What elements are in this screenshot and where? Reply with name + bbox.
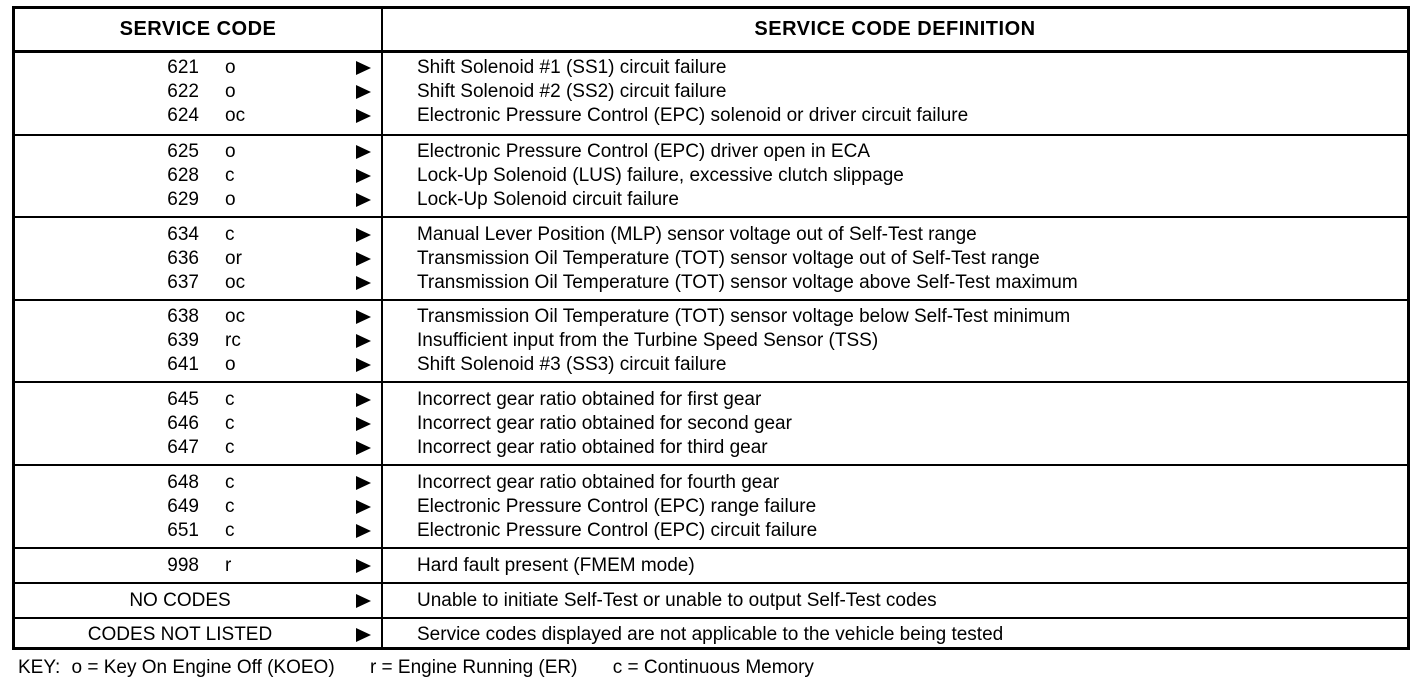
key-item: r = Engine Running (ER) xyxy=(369,657,578,678)
table-row xyxy=(15,436,1407,460)
arrow-right-icon xyxy=(356,109,371,123)
table-row xyxy=(15,519,1407,543)
table-row xyxy=(15,329,1407,353)
service-code: 636 xyxy=(167,248,199,269)
table-group xyxy=(15,582,1407,617)
header-service-code-definition: SERVICE CODE DEFINITION xyxy=(754,18,1036,40)
service-code-table xyxy=(12,6,1410,650)
table-row xyxy=(15,56,1407,80)
test-condition: c xyxy=(225,437,235,458)
arrow-right-icon xyxy=(356,476,371,490)
table-row xyxy=(15,589,1407,613)
service-code-label: NO CODES xyxy=(129,590,231,611)
table-group xyxy=(15,216,1407,299)
table-row xyxy=(15,104,1407,128)
table-group xyxy=(15,299,1407,381)
test-condition: c xyxy=(225,472,235,493)
arrow-right-icon xyxy=(356,193,371,207)
table-group xyxy=(15,617,1407,650)
service-code: 634 xyxy=(167,224,199,245)
table-row xyxy=(15,305,1407,329)
test-condition: o xyxy=(225,141,236,162)
service-code-definition: Hard fault present (FMEM mode) xyxy=(417,555,695,576)
arrow-right-icon xyxy=(356,61,371,75)
service-code-definition: Lock-Up Solenoid circuit failure xyxy=(417,189,679,210)
arrow-right-icon xyxy=(356,628,371,642)
arrow-right-icon xyxy=(356,524,371,538)
arrow-right-icon xyxy=(356,594,371,608)
arrow-right-icon xyxy=(356,169,371,183)
service-code-definition: Lock-Up Solenoid (LUS) failure, excessive clutch slippage xyxy=(417,165,904,186)
table-row xyxy=(15,80,1407,104)
service-code-definition: Shift Solenoid #2 (SS2) circuit failure xyxy=(417,81,727,102)
test-condition: o xyxy=(225,57,236,78)
service-code-definition: Electronic Pressure Control (EPC) driver open in ECA xyxy=(417,141,871,162)
service-code-definition: Transmission Oil Temperature (TOT) sensor voltage out of Self-Test range xyxy=(417,248,1040,269)
service-code: 625 xyxy=(167,141,199,162)
service-code-label: CODES NOT LISTED xyxy=(87,624,273,645)
table-group xyxy=(15,381,1407,464)
table-row xyxy=(15,164,1407,188)
service-code-definition: Incorrect gear ratio obtained for third gear xyxy=(417,437,768,458)
test-condition: o xyxy=(225,354,236,375)
table-row xyxy=(15,223,1407,247)
arrow-right-icon xyxy=(356,310,371,324)
table-row xyxy=(15,495,1407,519)
test-condition: c xyxy=(225,520,235,541)
service-code-definition: Electronic Pressure Control (EPC) circuit failure xyxy=(417,520,818,541)
arrow-right-icon xyxy=(356,358,371,372)
service-code-definition: Incorrect gear ratio obtained for first gear xyxy=(417,389,762,410)
service-code-definition: Transmission Oil Temperature (TOT) sensor voltage above Self-Test maximum xyxy=(417,272,1078,293)
table-row xyxy=(15,471,1407,495)
service-code: 645 xyxy=(167,389,199,410)
table-group xyxy=(15,464,1407,547)
service-code: 629 xyxy=(167,189,199,210)
table-row xyxy=(15,271,1407,295)
table-group xyxy=(15,547,1407,582)
arrow-right-icon xyxy=(356,334,371,348)
test-condition: o xyxy=(225,189,236,210)
service-code-definition: Manual Lever Position (MLP) sensor voltage out of Self-Test range xyxy=(417,224,977,245)
test-condition: rc xyxy=(225,330,241,351)
service-code: 628 xyxy=(167,165,199,186)
arrow-right-icon xyxy=(356,417,371,431)
service-code-definition: Shift Solenoid #3 (SS3) circuit failure xyxy=(417,354,727,375)
arrow-right-icon xyxy=(356,276,371,290)
service-code-definition: Insufficient input from the Turbine Speed Sensor (TSS) xyxy=(417,330,879,351)
service-code-definition: Incorrect gear ratio obtained for fourth gear xyxy=(417,472,780,493)
test-condition: c xyxy=(225,496,235,517)
test-condition: oc xyxy=(225,272,246,293)
arrow-right-icon xyxy=(356,85,371,99)
service-code: 648 xyxy=(167,472,199,493)
service-code-definition: Transmission Oil Temperature (TOT) sensor voltage below Self-Test minimum xyxy=(417,306,1071,327)
table-row xyxy=(15,247,1407,271)
arrow-right-icon xyxy=(356,441,371,455)
service-code-definition: Incorrect gear ratio obtained for second gear xyxy=(417,413,792,434)
service-code: 622 xyxy=(167,81,199,102)
header-service-code: SERVICE CODE xyxy=(119,18,277,40)
table-row xyxy=(15,623,1407,647)
service-code: 637 xyxy=(167,272,199,293)
test-condition: oc xyxy=(225,105,246,126)
service-code: 638 xyxy=(167,306,199,327)
service-code: 998 xyxy=(167,555,199,576)
service-code-definition: Shift Solenoid #1 (SS1) circuit failure xyxy=(417,57,727,78)
table-header xyxy=(15,9,1407,53)
table-row xyxy=(15,188,1407,212)
arrow-right-icon xyxy=(356,145,371,159)
arrow-right-icon xyxy=(356,500,371,514)
service-code: 647 xyxy=(167,437,199,458)
test-condition: r xyxy=(225,555,232,576)
service-code: 621 xyxy=(167,57,199,78)
key-label: KEY: xyxy=(18,657,61,678)
test-condition: or xyxy=(225,248,242,269)
service-code: 624 xyxy=(167,105,199,126)
service-code: 651 xyxy=(167,520,199,541)
test-condition: c xyxy=(225,389,235,410)
test-condition: o xyxy=(225,81,236,102)
arrow-right-icon xyxy=(356,559,371,573)
service-code-definition: Electronic Pressure Control (EPC) range failure xyxy=(417,496,817,517)
arrow-right-icon xyxy=(356,228,371,242)
table-group xyxy=(15,134,1407,216)
service-code-definition: Service codes displayed are not applicable to the vehicle being tested xyxy=(417,624,1004,645)
arrow-right-icon xyxy=(356,252,371,266)
service-code-definition: Unable to initiate Self-Test or unable to output Self-Test codes xyxy=(417,590,937,611)
key-item: c = Continuous Memory xyxy=(612,657,814,678)
key-item: o = Key On Engine Off (KOEO) xyxy=(71,657,335,678)
service-code: 639 xyxy=(167,330,199,351)
table-row xyxy=(15,140,1407,164)
service-code: 649 xyxy=(167,496,199,517)
key-legend xyxy=(18,655,814,681)
table-row xyxy=(15,412,1407,436)
test-condition: oc xyxy=(225,306,246,327)
arrow-right-icon xyxy=(356,393,371,407)
table-row xyxy=(15,554,1407,578)
test-condition: c xyxy=(225,224,235,245)
service-code: 641 xyxy=(167,354,199,375)
table-group xyxy=(15,50,1407,134)
table-row xyxy=(15,388,1407,412)
test-condition: c xyxy=(225,165,235,186)
test-condition: c xyxy=(225,413,235,434)
service-code: 646 xyxy=(167,413,199,434)
table-row xyxy=(15,353,1407,377)
service-code-definition: Electronic Pressure Control (EPC) solenoid or driver circuit failure xyxy=(417,105,969,126)
